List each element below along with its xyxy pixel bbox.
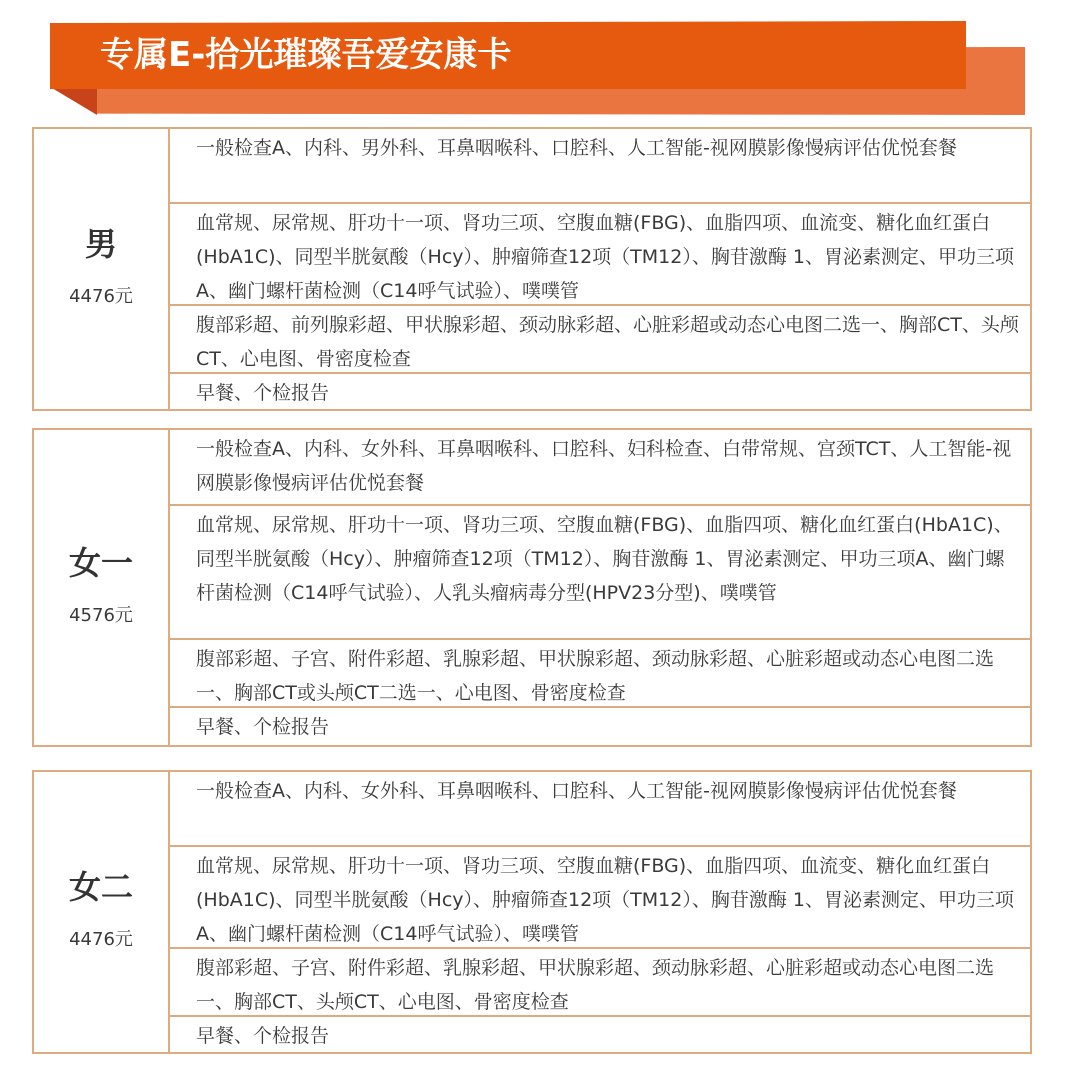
item-row-lab-tests: 血常规、尿常规、肝功十一项、肾功三项、空腹血糖(FBG)、血脂四项、糖化血红蛋白(HbA1C)、同型半胱氨酸（Hcy）、肿瘤筛查12项（TM12）、胸苷激酶 1、胃泌素测定、甲功三项A、幽门螺杆菌检测（C14呼气试验）、人乳头瘤病毒分型(HPV23分型)、噗噗管: [170, 506, 1030, 640]
page-title: 专属E-拾光璀璨吾爱安康卡: [100, 35, 512, 75]
item-row-general-exam: 一般检查A、内科、女外科、耳鼻咽喉科、口腔科、人工智能-视网膜影像慢病评估优悦套餐: [170, 772, 1030, 847]
item-row-lab-tests: 血常规、尿常规、肝功十一项、肾功三项、空腹血糖(FBG)、血脂四项、血流变、糖化血红蛋白(HbA1C)、同型半胱氨酸（Hcy）、肿瘤筛查12项（TM12）、胸苷激酶 1、胃泌素测定、甲功三项A、幽门螺杆菌检测（C14呼气试验）、噗噗管: [170, 847, 1030, 949]
package-table-male: [32, 127, 1032, 411]
package-items: [170, 430, 1030, 745]
item-row-general-exam: 一般检查A、内科、女外科、耳鼻咽喉科、口腔科、妇科检查、白带常规、宫颈TCT、人工智能-视网膜影像慢病评估优悦套餐: [170, 430, 1030, 506]
item-row-extras: 早餐、个检报告: [196, 1025, 330, 1047]
package-label-cell: [34, 430, 170, 745]
package-gender: 女二: [68, 868, 133, 906]
item-row-imaging: 腹部彩超、子宫、附件彩超、乳腺彩超、甲状腺彩超、颈动脉彩超、心脏彩超或动态心电图二选一、胸部CT或头颅CT二选一、心电图、骨密度检查: [170, 640, 1030, 708]
package-price: 4476元: [69, 929, 133, 950]
package-table-female-1: [32, 428, 1032, 747]
banner-fold: [52, 88, 97, 115]
item-row-extras: 早餐、个检报告: [196, 382, 330, 404]
item-row-imaging: 腹部彩超、前列腺彩超、甲状腺彩超、颈动脉彩超、心脏彩超或动态心电图二选一、胸部CT、头颅CT、心电图、骨密度检查: [170, 306, 1030, 374]
package-label-cell: [34, 129, 170, 409]
title-banner: [0, 0, 1080, 125]
package-items: [170, 129, 1030, 409]
package-price: 4576元: [69, 604, 133, 626]
package-table-female-2: [32, 770, 1032, 1054]
item-row-extras: 早餐、个检报告: [196, 716, 330, 738]
item-row-lab-tests: 血常规、尿常规、肝功十一项、肾功三项、空腹血糖(FBG)、血脂四项、血流变、糖化血红蛋白(HbA1C)、同型半胱氨酸（Hcy）、肿瘤筛查12项（TM12）、胸苷激酶 1、胃泌素测定、甲功三项A、幽门螺杆菌检测（C14呼气试验）、噗噗管: [170, 204, 1030, 306]
item-row-general-exam: 一般检查A、内科、男外科、耳鼻咽喉科、口腔科、人工智能-视网膜影像慢病评估优悦套餐: [170, 129, 1030, 204]
package-gender: 男: [84, 225, 117, 263]
package-items: [170, 772, 1030, 1052]
package-price: 4476元: [69, 286, 133, 307]
package-label-cell: [34, 772, 170, 1052]
item-row-imaging: 腹部彩超、子宫、附件彩超、乳腺彩超、甲状腺彩超、颈动脉彩超、心脏彩超或动态心电图二选一、胸部CT、头颅CT、心电图、骨密度检查: [170, 949, 1030, 1017]
package-gender: 女一: [68, 543, 133, 582]
